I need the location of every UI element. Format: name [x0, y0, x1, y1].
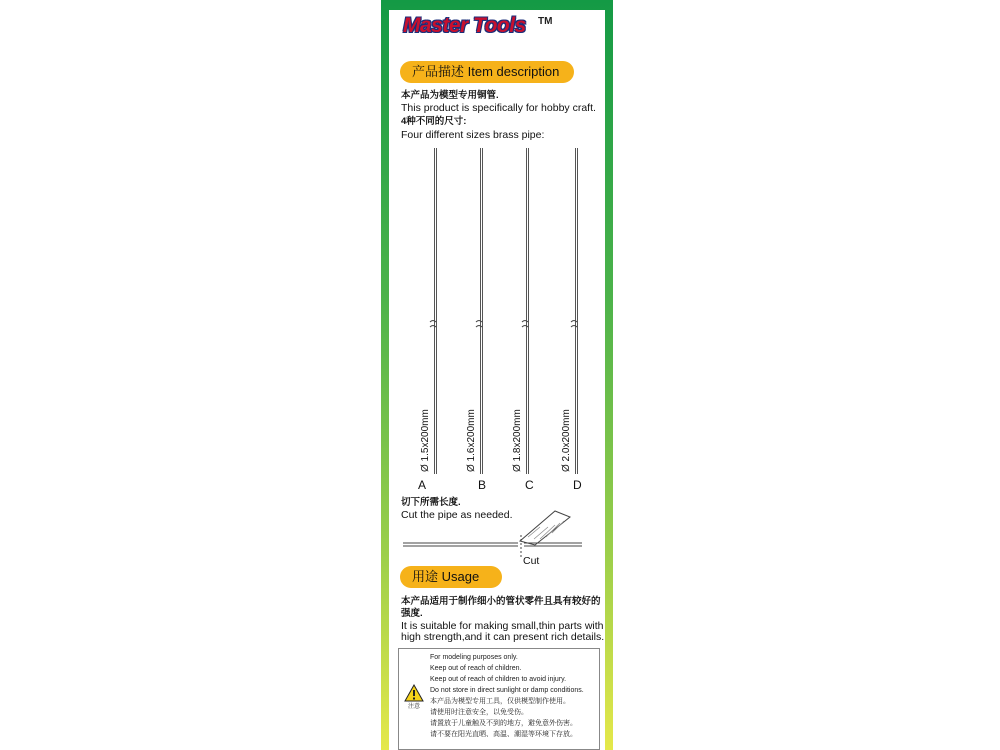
pipe-b [480, 148, 483, 474]
warning-line-8: 请不要在阳光直晒、高温、潮湿等环境下存放。 [430, 731, 577, 738]
desc-cn-1: 本产品为模型专用铜管. [401, 90, 499, 101]
pipe-c-letter: C [525, 478, 534, 492]
brand-logo [403, 14, 553, 48]
warning-line-2: Keep out of reach of children. [430, 665, 522, 672]
warning-line-4: Do not store in direct sunlight or damp conditions. [430, 687, 584, 694]
warning-line-6: 请使用时注意安全，以免受伤。 [430, 709, 528, 716]
warning-line-7: 请置放于儿童触及不到的地方，避免意外伤害。 [430, 720, 577, 727]
pipe-d-letter: D [573, 478, 582, 492]
warning-line-3: Keep out of reach of children to avoid injury. [430, 676, 567, 683]
cut-label: Cut [523, 555, 540, 567]
trademark-symbol: TM [538, 16, 553, 27]
pipe-b-size: Ø 1.6x200mm [466, 409, 477, 472]
desc-en-2: Four different sizes brass pipe: [401, 129, 545, 141]
warning-icon [404, 684, 424, 702]
usage-en: It is suitable for making small,thin parts with [401, 620, 604, 632]
desc-cn-2: 4种不同的尺寸: [401, 116, 467, 127]
cut-illustration [400, 505, 590, 567]
pipe-c-size: Ø 1.8x200mm [512, 409, 523, 472]
pipe-a-letter: A [418, 478, 427, 492]
usage-heading: 用途 Usage [400, 566, 502, 588]
cut-en: Cut the pipe as needed. [401, 509, 513, 521]
pipe-d-size: Ø 2.0x200mm [561, 409, 572, 472]
brand-name: Master Tools [403, 14, 526, 37]
break-marks [420, 318, 590, 332]
pipe-b-letter: B [478, 478, 487, 492]
usage-cn-2: 强度. [401, 608, 423, 619]
pipe-c [526, 148, 529, 474]
cut-cn: 切下所需长度. [401, 497, 461, 508]
usage-en-2: high strength,and it can present rich details. [401, 631, 605, 643]
pipe-a [434, 148, 437, 474]
warning-line-1: For modeling purposes only. [430, 654, 518, 661]
warning-icon-label: 注意 [408, 704, 421, 710]
item-description-heading: 产品描述 Item description [400, 61, 574, 83]
usage-cn: 本产品适用于制作细小的管状零件且具有较好的 [401, 596, 601, 607]
desc-en-1: This product is specifically for hobby craft. [401, 102, 596, 114]
pipe-a-size: Ø 1.5x200mm [420, 409, 431, 472]
warning-line-5: 本产品为模型专用工具，仅供模型制作使用。 [430, 698, 570, 705]
pipe-d [575, 148, 578, 474]
